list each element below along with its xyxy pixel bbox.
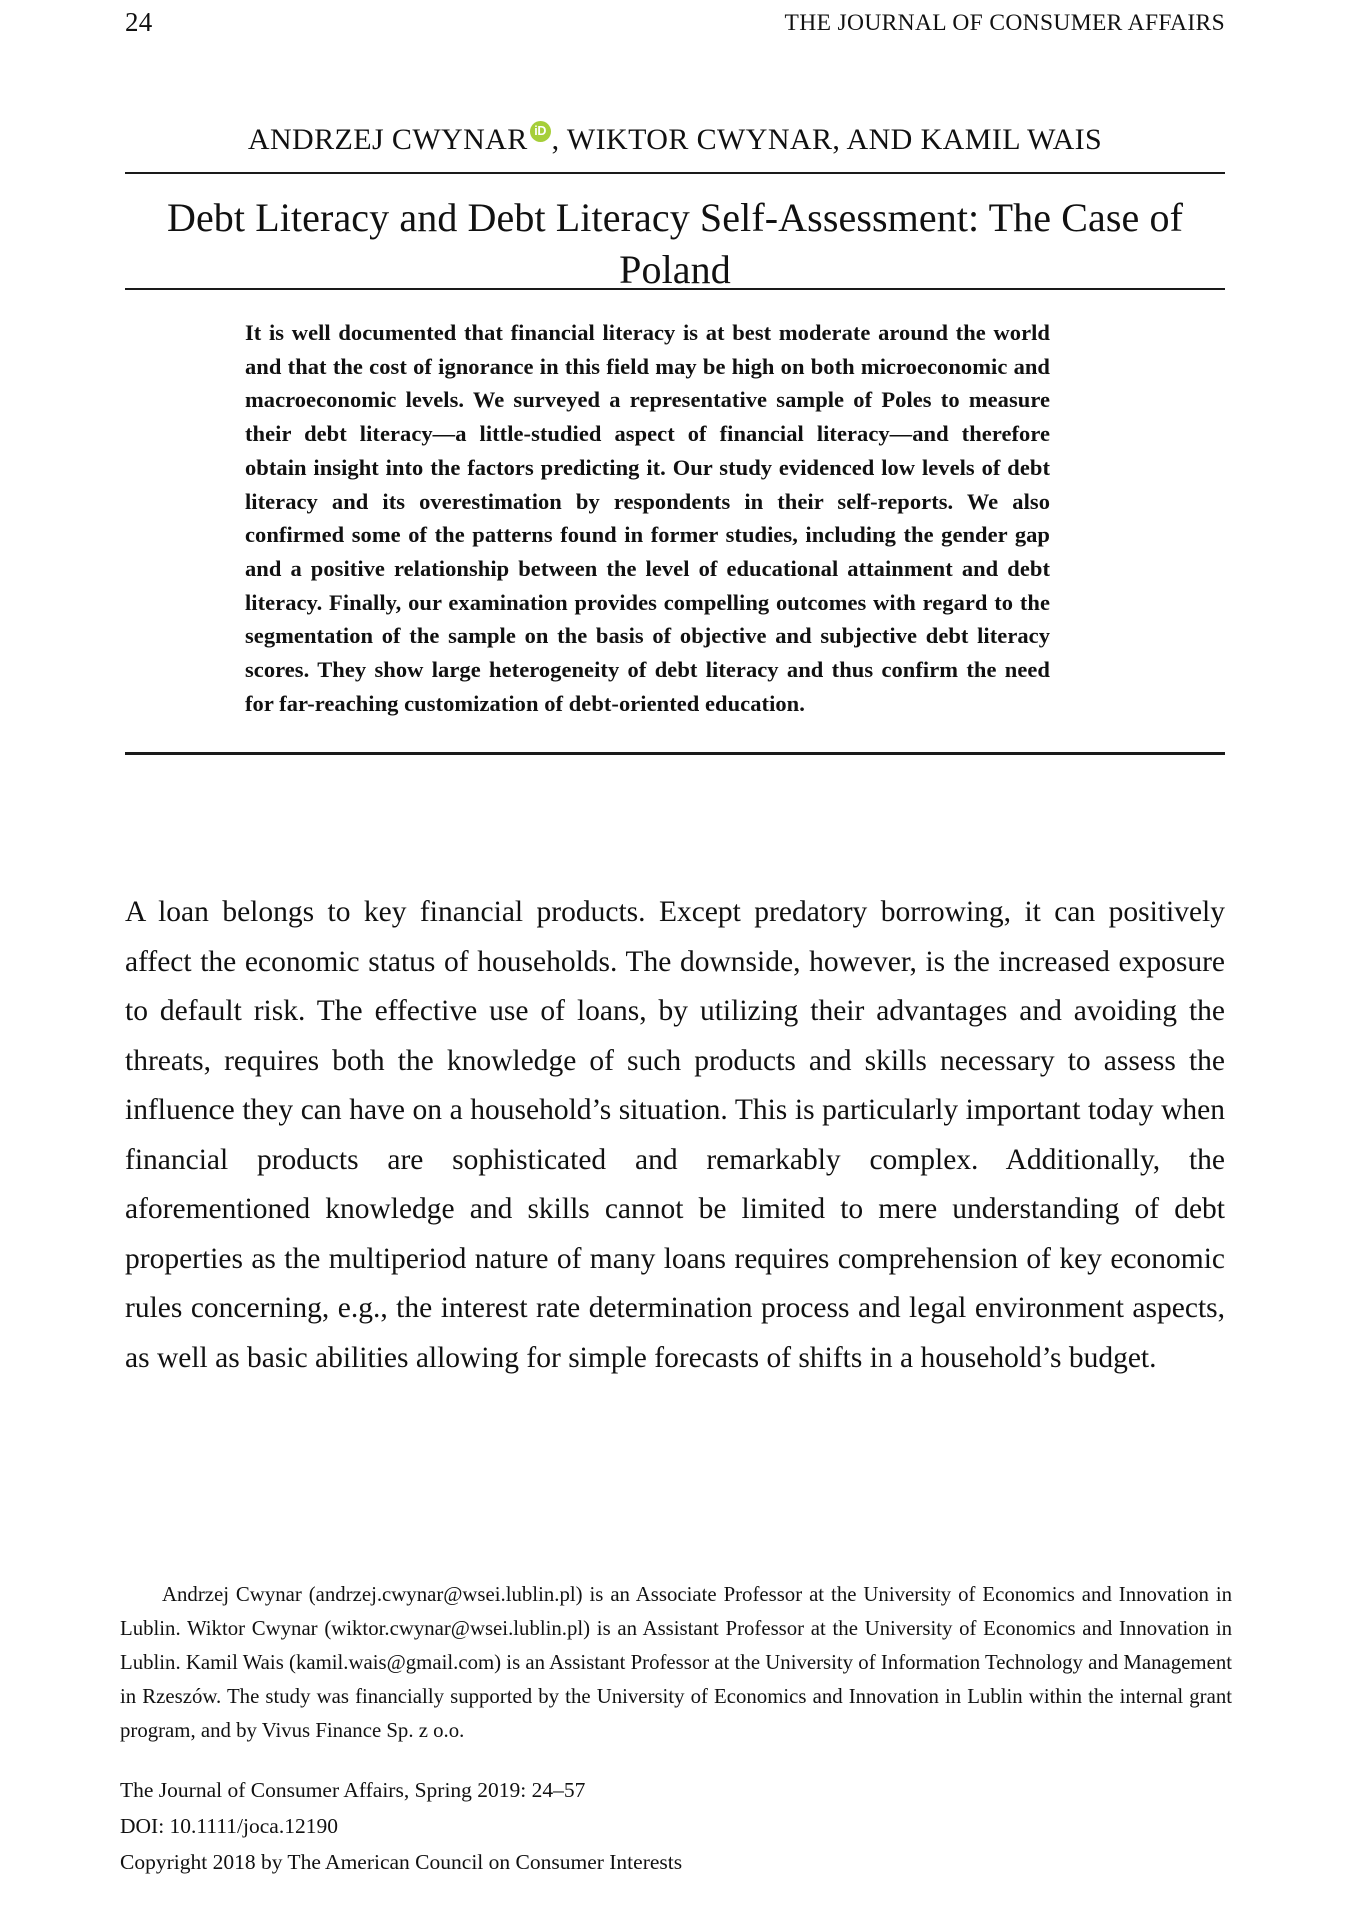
author-names-secondary: , WIKTOR CWYNAR, AND KAMIL WAIS [551, 123, 1103, 156]
author-names-primary: ANDRZEJ CWYNAR [247, 123, 528, 156]
article-title: Debt Literacy and Debt Literacy Self-Assessment: The Case of Poland [166, 195, 1184, 292]
journal-citation: The Journal of Consumer Affairs, Spring 2019: 24–57 [120, 1778, 586, 1802]
footnote-block [120, 1578, 1232, 1748]
abstract-block [125, 288, 1225, 755]
rule-below-title [125, 288, 1225, 290]
doi-line: DOI: 10.1111/joca.12190 [120, 1814, 338, 1838]
colophon-block [120, 1772, 1232, 1880]
copyright-line: Copyright 2018 by The American Council on Consumer Interests [120, 1850, 683, 1874]
author-line [125, 120, 1225, 160]
abstract-text: It is well documented that financial literacy is at best moderate around the world and that the cost of ignorance in this field may be high on both microeconomic and macroeconomic levels. We surveyed a representative sample of Poles to measure their debt literacy—a little-studied aspect of financial literacy—and therefore obtain insight into the factors predicting it. Our study evidenced low levels of debt literacy and its overestimation by respondents in their self-reports. We also confirmed some of the patterns found in former studies, including the gender gap and a positive relationship between the level of educational attainment and debt literacy. Finally, our examination provides compelling outcomes with regard to the segmentation of the sample on the basis of objective and subjective debt literacy scores. They show large heterogeneity of debt literacy and thus confirm the need for far-reaching customization of debt-oriented education. [245, 320, 1050, 716]
rule-above-title [125, 172, 1225, 174]
author-affiliation-footnote: Andrzej Cwynar (andrzej.cwynar@wsei.lublin.pl) is an Associate Professor at the University of Economics and Innovation in Lublin. Wiktor Cwynar (wiktor.cwynar@wsei.lublin.pl) is an Assistant Professor at the University of Economics and Innovation in Lublin. Kamil Wais (kamil.wais@gmail.com) is an Assistant Professor at the University of Information Technology and Management in Rzeszów. The study was financially supported by the University of Economics and Innovation in Lublin within the internal grant program, and by Vivus Finance Sp. z o.o. [120, 1583, 1232, 1742]
orcid-id-label: iD [534, 124, 547, 138]
page-number: 24 [125, 7, 153, 37]
rule-below-abstract [125, 752, 1225, 755]
body-block [125, 888, 1225, 1383]
journal-name: THE JOURNAL OF CONSUMER AFFAIRS [784, 10, 1225, 36]
title-block [125, 120, 1225, 296]
running-head [125, 6, 1225, 38]
orcid-id-icon[interactable] [530, 121, 551, 142]
body-paragraph-1: A loan belongs to key financial products. Except predatory borrowing, it can positively affect the economic status of households. The downside, however, is the increased exposure to default risk. The effective use of loans, by utilizing their advantages and avoiding the threats, requires both the knowledge of such products and skills necessary to assess the influence they can have on a household’s situation. This is particularly important today when financial products are sophisticated and remarkably complex. Additionally, the aforementioned knowledge and skills cannot be limited to mere understanding of debt properties as the multiperiod nature of many loans requires comprehension of key economic rules concerning, e.g., the interest rate determination process and legal environment aspects, as well as basic abilities allowing for simple forecasts of shifts in a household’s budget. [125, 896, 1225, 1374]
